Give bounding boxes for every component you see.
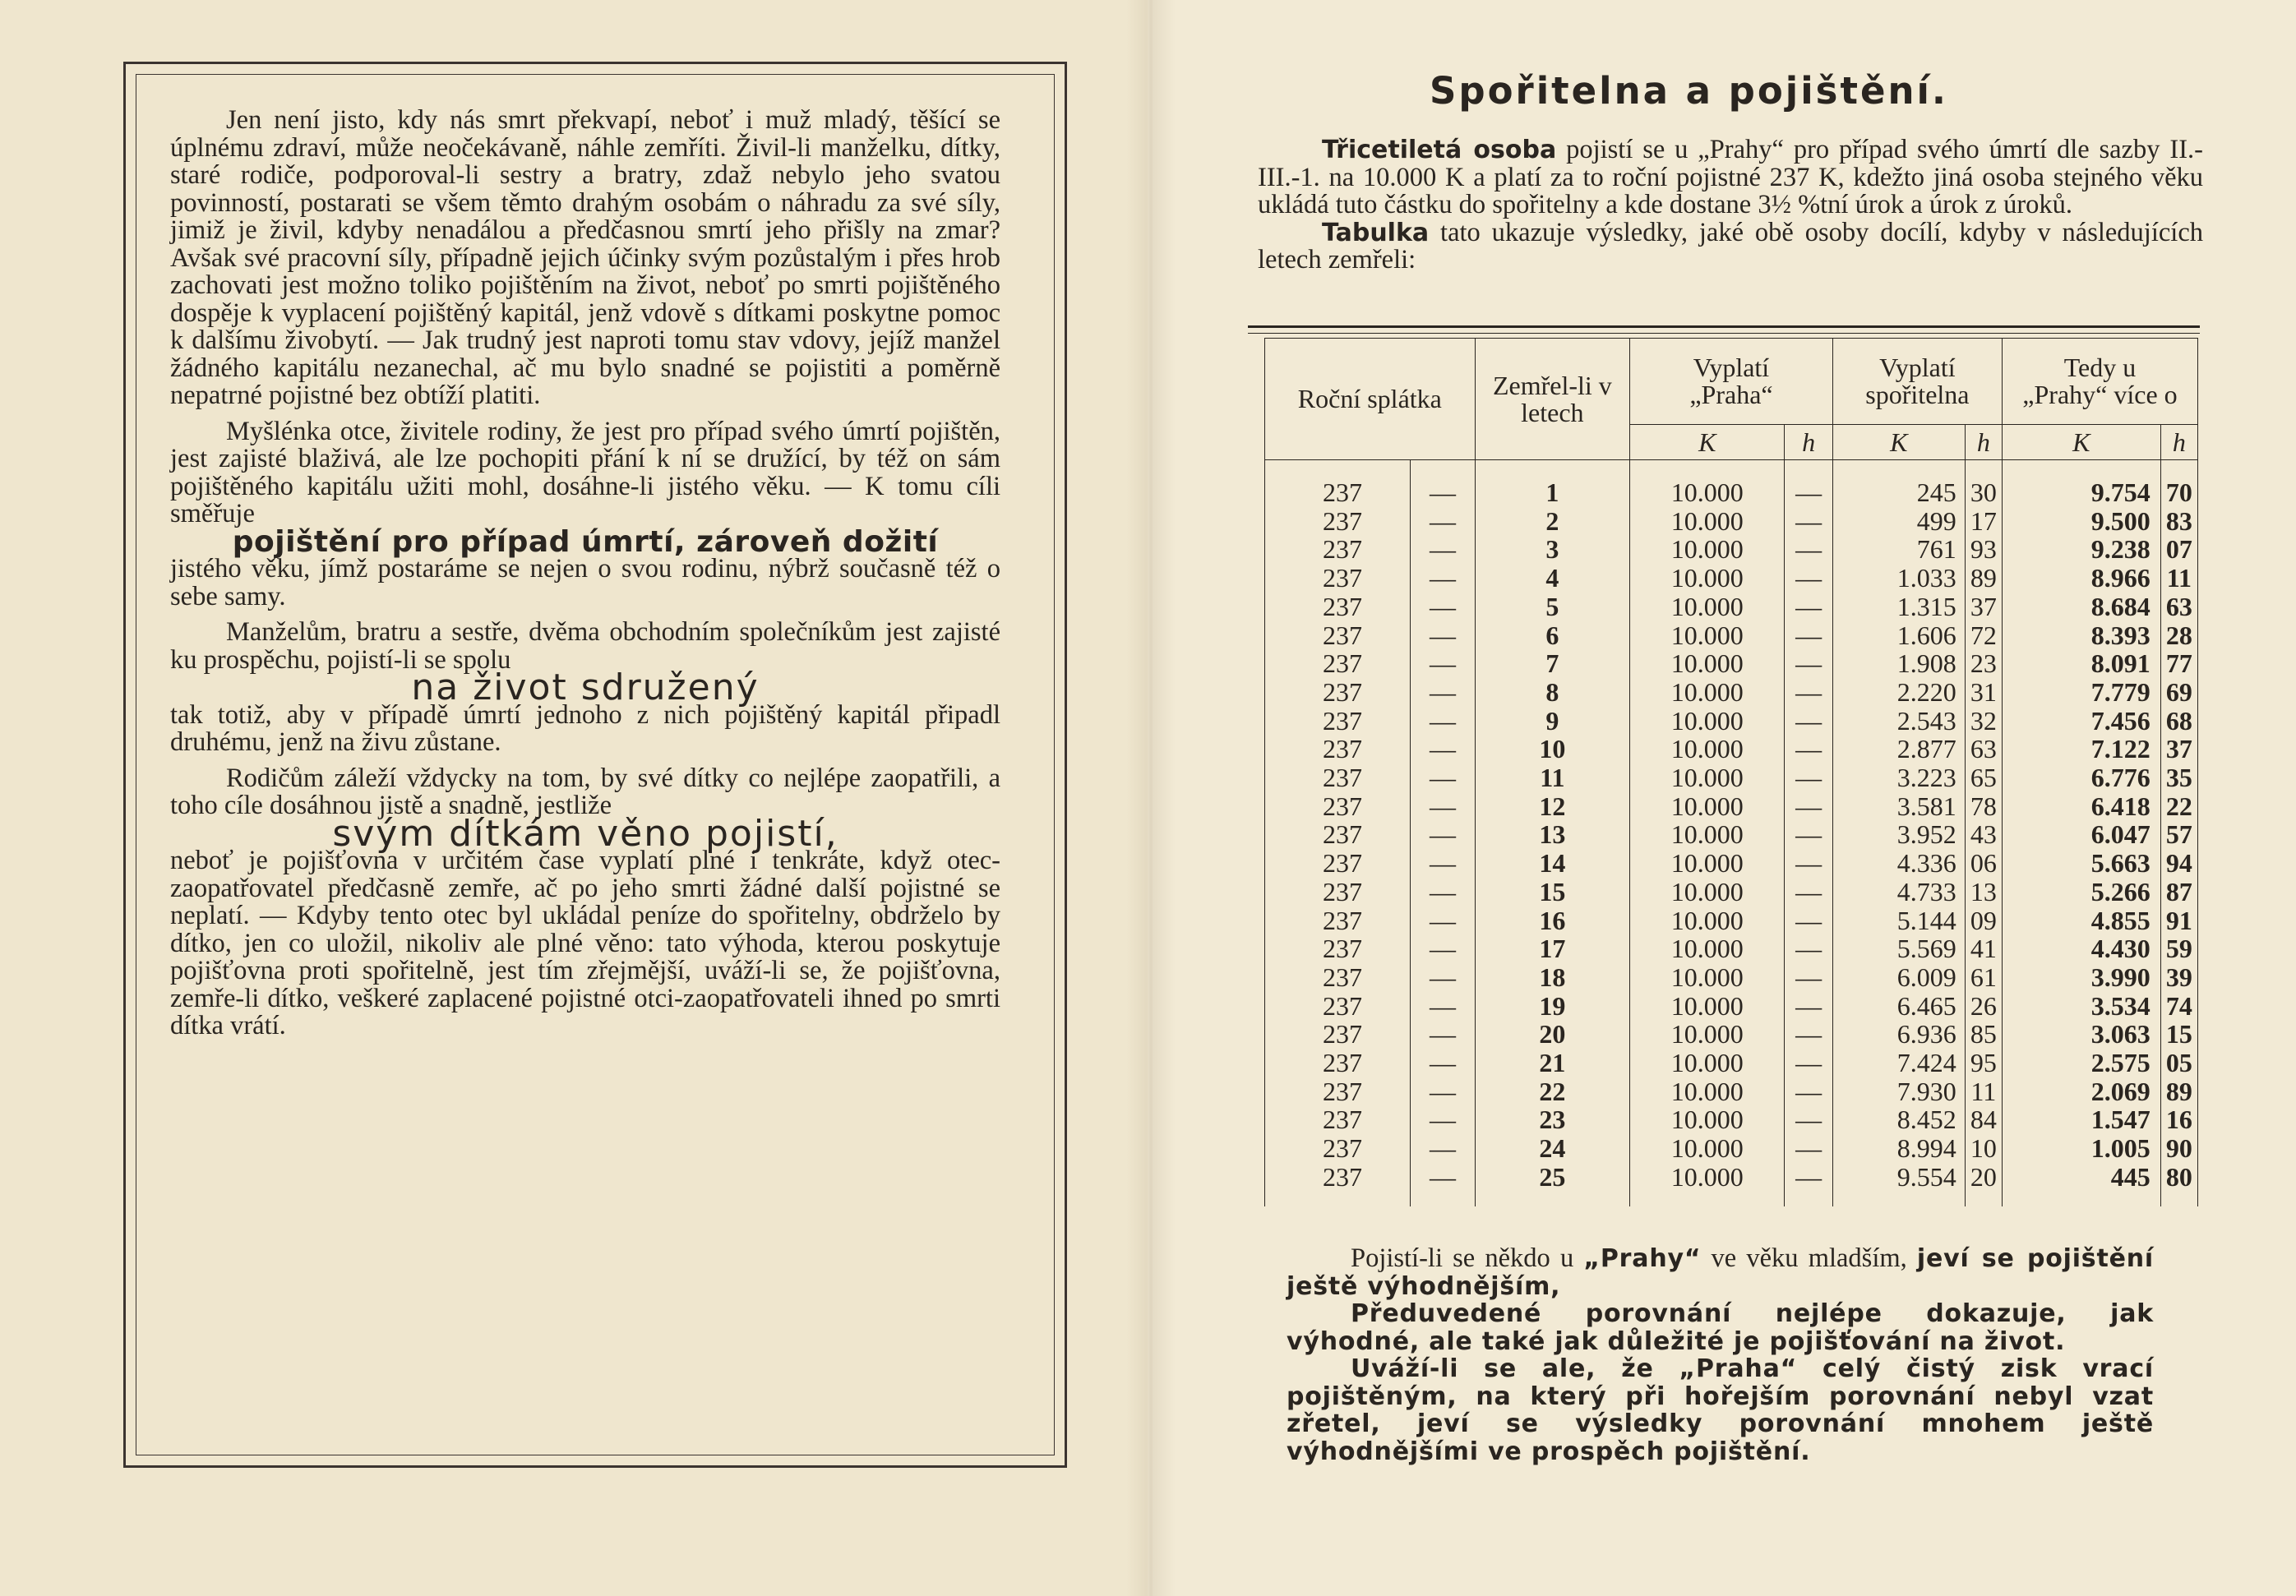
cell-vice-h: 91: [2160, 906, 2197, 935]
cell-sporitelna-k: 2.877: [1832, 735, 1965, 763]
cell-sporitelna-k: 3.952: [1832, 820, 1965, 849]
table-row: [1265, 792, 2198, 821]
cell-praha-k: 10.000: [1630, 678, 1785, 707]
cell-sporitelna-k: 6.936: [1832, 1020, 1965, 1049]
cell-vice-k: 8.393: [2002, 621, 2160, 650]
cell-sporitelna-k: 3.223: [1832, 763, 1965, 792]
cell-vice-h: 68: [2160, 707, 2197, 736]
cell-sporitelna-h: 26: [1965, 992, 2002, 1021]
cell-praha-k: 10.000: [1630, 621, 1785, 650]
cell-sporitelna-k: 2.220: [1832, 678, 1965, 707]
cell-vice-h: 80: [2160, 1163, 2197, 1206]
paragraph-1: Jen není jisto, kdy nás smrt překvapí, neboť i muž mladý, těšící se úplnému zdraví, může neočekávaně, náhle zemříti. Živil-li manželku, dítky, staré rodiče, podporoval-li sestry a bratry, zdaž nebylo jeho svatou povinností, postarati se všem těmto drahým osobám o náhradu za své síly, jimiž je živil, kdyby nenadálou a předčasnou smrtí jeho přišly na zmar? Avšak své pracovní síly, případně jejich účinky svým pozůstalým i přes hrob zachovati jest možno toliko pojištěním na život, neboť po smrti pojištěného dospěje k vyplacení pojištěný kapitál, jenž vdově s dítkami poskytne pomoc k dalšímu živobytí. — Jak trudný jest naproti tomu stav vdovy, jejíž manžel žádného kapitálu nezanechal, ač mu bylo snadné se pojistiti a poměrně nepatrné pojistné bez obtíží platiti.: [170, 105, 1000, 410]
cell-praha-h: —: [1785, 1163, 1832, 1206]
cell-year: 12: [1475, 792, 1629, 821]
cell-vice-k: 1.547: [2002, 1105, 2160, 1134]
cell-praha-k: 10.000: [1630, 1049, 1785, 1077]
cell-vice-h: 39: [2160, 963, 2197, 992]
cell-splatka: 237: [1265, 1134, 1411, 1163]
cell-praha-h: —: [1785, 1105, 1832, 1134]
header-vyplati-sporitelna: Vyplatí spořitelna: [1832, 339, 2002, 425]
cell-vice-k: 4.855: [2002, 906, 2160, 935]
paragraph-5: tak totiž, aby v případě úmrtí jednoho z nich pojištěný kapitál připadl druhému, jenž na živu zůstane.: [170, 699, 1000, 757]
cell-praha-h: —: [1785, 564, 1832, 593]
header-rocni-splatka: Roční splátka: [1265, 339, 1476, 460]
cell-vice-k: 7.456: [2002, 707, 2160, 736]
cell-sporitelna-h: 72: [1965, 621, 2002, 650]
comparison-table: [1264, 338, 2198, 1206]
header-vyplati-praha: Vyplatí „Praha“: [1630, 339, 1833, 425]
cell-vice-k: 5.663: [2002, 849, 2160, 878]
cell-sporitelna-k: 3.581: [1832, 792, 1965, 821]
cell-splatka: 237: [1265, 1105, 1411, 1134]
cell-vice-h: 37: [2160, 735, 2197, 763]
header-sporitelna-h: h: [1965, 425, 2002, 460]
table-row: [1265, 678, 2198, 707]
cell-vice-k: 1.005: [2002, 1134, 2160, 1163]
cell-praha-h: —: [1785, 963, 1832, 992]
cell-year: 19: [1475, 992, 1629, 1021]
cell-splatka: 237: [1265, 678, 1411, 707]
cell-praha-h: —: [1785, 763, 1832, 792]
cell-praha-k: 10.000: [1630, 963, 1785, 992]
cell-dash: —: [1411, 649, 1475, 678]
cell-sporitelna-k: 1.033: [1832, 564, 1965, 593]
cell-praha-h: —: [1785, 1077, 1832, 1106]
header-vice-h: h: [2160, 425, 2197, 460]
table-row: [1265, 1105, 2198, 1134]
page-title: Spořitelna a pojištění.: [1429, 69, 1949, 113]
cell-praha-h: —: [1785, 992, 1832, 1021]
cell-vice-h: 69: [2160, 678, 2197, 707]
heading-zivot-sdruzeny: na život sdružený: [411, 667, 760, 708]
cell-dash: —: [1411, 906, 1475, 935]
cell-vice-k: 8.091: [2002, 649, 2160, 678]
cell-praha-h: —: [1785, 820, 1832, 849]
header-vice-k: K: [2002, 425, 2160, 460]
cell-praha-h: —: [1785, 707, 1832, 736]
cell-praha-k: 10.000: [1630, 460, 1785, 507]
cell-vice-h: 57: [2160, 820, 2197, 849]
cell-vice-h: 16: [2160, 1105, 2197, 1134]
cell-praha-h: —: [1785, 1134, 1832, 1163]
cell-vice-k: 3.990: [2002, 963, 2160, 992]
cell-dash: —: [1411, 820, 1475, 849]
cell-praha-h: —: [1785, 934, 1832, 963]
paragraph-4: Manželům, bratru a sestře, dvěma obchodním společníkům jest zajisté ku prospěchu, pojistí-li se spolu: [170, 617, 1000, 675]
cell-dash: —: [1411, 763, 1475, 792]
cell-sporitelna-k: 245: [1832, 460, 1965, 507]
cell-sporitelna-k: 4.336: [1832, 849, 1965, 878]
cell-year: 22: [1475, 1077, 1629, 1106]
cell-sporitelna-h: 20: [1965, 1163, 2002, 1206]
cell-dash: —: [1411, 1163, 1475, 1206]
cell-praha-h: —: [1785, 1020, 1832, 1049]
cell-vice-h: 94: [2160, 849, 2197, 878]
cell-vice-k: 2.575: [2002, 1049, 2160, 1077]
cell-sporitelna-h: 32: [1965, 707, 2002, 736]
cell-sporitelna-h: 30: [1965, 460, 2002, 507]
cell-splatka: 237: [1265, 906, 1411, 935]
cell-year: 8: [1475, 678, 1629, 707]
cell-sporitelna-h: 09: [1965, 906, 2002, 935]
cell-year: 15: [1475, 878, 1629, 906]
cell-dash: —: [1411, 507, 1475, 536]
cell-dash: —: [1411, 963, 1475, 992]
cell-dash: —: [1411, 1105, 1475, 1134]
intro-2-rest: tato ukazuje výsledky, jaké obě osoby docílí, kdyby v následujících letech zemřeli:: [1258, 217, 2203, 274]
cell-dash: —: [1411, 992, 1475, 1021]
cell-sporitelna-h: 13: [1965, 878, 2002, 906]
cell-splatka: 237: [1265, 934, 1411, 963]
table-row: [1265, 1049, 2198, 1077]
cell-dash: —: [1411, 621, 1475, 650]
cell-praha-h: —: [1785, 878, 1832, 906]
cell-sporitelna-h: 11: [1965, 1077, 2002, 1106]
cell-dash: —: [1411, 1077, 1475, 1106]
cell-praha-k: 10.000: [1630, 992, 1785, 1021]
cell-splatka: 237: [1265, 963, 1411, 992]
cell-praha-h: —: [1785, 460, 1832, 507]
cell-sporitelna-h: 23: [1965, 649, 2002, 678]
cell-sporitelna-k: 6.009: [1832, 963, 1965, 992]
cell-splatka: 237: [1265, 763, 1411, 792]
cell-praha-k: 10.000: [1630, 763, 1785, 792]
cell-vice-k: 6.418: [2002, 792, 2160, 821]
cell-sporitelna-h: 85: [1965, 1020, 2002, 1049]
cell-year: 1: [1475, 460, 1629, 507]
cell-year: 9: [1475, 707, 1629, 736]
cell-sporitelna-k: 8.994: [1832, 1134, 1965, 1163]
cell-dash: —: [1411, 564, 1475, 593]
cell-sporitelna-h: 17: [1965, 507, 2002, 536]
outro-1-bold: jeví se pojištění ještě výhodnějším,: [1287, 1244, 2154, 1301]
cell-vice-h: 05: [2160, 1049, 2197, 1077]
cell-year: 21: [1475, 1049, 1629, 1077]
cell-praha-k: 10.000: [1630, 593, 1785, 621]
header-praha-k: K: [1630, 425, 1785, 460]
cell-praha-h: —: [1785, 593, 1832, 621]
cell-dash: —: [1411, 1134, 1475, 1163]
cell-splatka: 237: [1265, 621, 1411, 650]
paragraph-2: Myšlénka otce, živitele rodiny, že jest pro případ svého úmrtí pojištěn, jest zajisté blaživá, ale lze pochopiti přání k ní se družící, by též on sám pojištěného kapitálu užiti mohl, dosáhne-li jistého věku. — K tomu cíli směřuje: [170, 416, 1000, 528]
cell-sporitelna-h: 84: [1965, 1105, 2002, 1134]
intro-1-rest: pojistí se u „Prahy“ pro případ svého úmrtí dle sazby II.-III.-1. na 10.000 K a platí za to roční pojistné 237 K, kdežto jiná osoba stejného věku ukládá tuto částku do spořitelny a kde dostane 3½ %tní úrok a úrok z úroků.: [1258, 135, 2203, 219]
table-row: [1265, 460, 2198, 507]
cell-praha-k: 10.000: [1630, 507, 1785, 536]
cell-vice-k: 5.266: [2002, 878, 2160, 906]
cell-praha-k: 10.000: [1630, 564, 1785, 593]
cell-sporitelna-h: 37: [1965, 593, 2002, 621]
cell-praha-h: —: [1785, 678, 1832, 707]
cell-year: 25: [1475, 1163, 1629, 1206]
cell-year: 24: [1475, 1134, 1629, 1163]
header-zemrel: Zemřel-li v letech: [1475, 339, 1629, 460]
cell-vice-k: 9.500: [2002, 507, 2160, 536]
paragraph-3: jistého věku, jímž postaráme se nejen o svou rodinu, nýbrž současně též o sebe samy.: [170, 554, 1000, 611]
cell-sporitelna-h: 78: [1965, 792, 2002, 821]
left-page-frame: [123, 62, 1067, 1468]
cell-sporitelna-h: 89: [1965, 564, 2002, 593]
cell-sporitelna-k: 2.543: [1832, 707, 1965, 736]
cell-dash: —: [1411, 735, 1475, 763]
outro-1-plain: Pojistí-li se někdo u: [1351, 1243, 1584, 1273]
cell-sporitelna-k: 1.606: [1832, 621, 1965, 650]
cell-year: 18: [1475, 963, 1629, 992]
cell-vice-k: 3.063: [2002, 1020, 2160, 1049]
cell-vice-h: 59: [2160, 934, 2197, 963]
cell-sporitelna-h: 10: [1965, 1134, 2002, 1163]
cell-dash: —: [1411, 1020, 1475, 1049]
cell-year: 13: [1475, 820, 1629, 849]
cell-praha-k: 10.000: [1630, 849, 1785, 878]
header-vice-o: Tedy u „Prahy“ více o: [2002, 339, 2197, 425]
cell-sporitelna-h: 61: [1965, 963, 2002, 992]
cell-splatka: 237: [1265, 564, 1411, 593]
cell-praha-k: 10.000: [1630, 1163, 1785, 1206]
cell-splatka: 237: [1265, 820, 1411, 849]
cell-sporitelna-k: 9.554: [1832, 1163, 1965, 1206]
cell-splatka: 237: [1265, 535, 1411, 564]
heading-veno: svým dítkám věno pojistí,: [332, 812, 838, 855]
cell-vice-k: 7.122: [2002, 735, 2160, 763]
cell-splatka: 237: [1265, 1020, 1411, 1049]
cell-vice-h: 63: [2160, 593, 2197, 621]
cell-splatka: 237: [1265, 1049, 1411, 1077]
cell-vice-k: 8.684: [2002, 593, 2160, 621]
table-row: [1265, 707, 2198, 736]
right-conclusion: [1287, 1245, 2154, 1465]
cell-praha-h: —: [1785, 621, 1832, 650]
cell-sporitelna-k: 8.452: [1832, 1105, 1965, 1134]
table-row: [1265, 1020, 2198, 1049]
table-row: [1265, 535, 2198, 564]
cell-dash: —: [1411, 792, 1475, 821]
cell-sporitelna-h: 31: [1965, 678, 2002, 707]
cell-year: 17: [1475, 934, 1629, 963]
cell-splatka: 237: [1265, 849, 1411, 878]
cell-year: 11: [1475, 763, 1629, 792]
left-page-text: [170, 107, 1000, 1040]
cell-praha-k: 10.000: [1630, 535, 1785, 564]
cell-sporitelna-k: 7.424: [1832, 1049, 1965, 1077]
cell-vice-h: 28: [2160, 621, 2197, 650]
cell-splatka: 237: [1265, 1077, 1411, 1106]
cell-vice-k: 7.779: [2002, 678, 2160, 707]
cell-praha-k: 10.000: [1630, 934, 1785, 963]
heading-umrti-doziti: pojištění pro případ úmrtí, zároveň dožití: [232, 524, 939, 559]
intro-paragraph-1: [1258, 136, 2203, 219]
cell-praha-k: 10.000: [1630, 649, 1785, 678]
cell-sporitelna-h: 63: [1965, 735, 2002, 763]
cell-praha-k: 10.000: [1630, 1134, 1785, 1163]
cell-splatka: 237: [1265, 507, 1411, 536]
cell-praha-h: —: [1785, 735, 1832, 763]
cell-praha-k: 10.000: [1630, 1105, 1785, 1134]
cell-vice-k: 8.966: [2002, 564, 2160, 593]
outro-paragraph-2: Předuvedené porovnání nejlépe dokazuje, jak výhodné, ale také jak důležité je pojišťování na život.: [1287, 1299, 2154, 1356]
cell-vice-k: 6.776: [2002, 763, 2160, 792]
cell-sporitelna-h: 95: [1965, 1049, 2002, 1077]
cell-splatka: 237: [1265, 735, 1411, 763]
cell-praha-h: —: [1785, 849, 1832, 878]
cell-praha-k: 10.000: [1630, 906, 1785, 935]
cell-sporitelna-h: 06: [1965, 849, 2002, 878]
right-intro: [1258, 136, 2203, 274]
comparison-table-frame: [1248, 325, 2200, 1229]
cell-sporitelna-k: 7.930: [1832, 1077, 1965, 1106]
cell-vice-h: 77: [2160, 649, 2197, 678]
cell-sporitelna-h: 41: [1965, 934, 2002, 963]
cell-year: 4: [1475, 564, 1629, 593]
table-body: [1265, 460, 2198, 1206]
table-row: [1265, 963, 2198, 992]
cell-praha-k: 10.000: [1630, 735, 1785, 763]
table-row: [1265, 621, 2198, 650]
cell-praha-k: 10.000: [1630, 707, 1785, 736]
table-row: [1265, 820, 2198, 849]
cell-praha-k: 10.000: [1630, 1020, 1785, 1049]
table-row: [1265, 878, 2198, 906]
table-row: [1265, 1134, 2198, 1163]
table-row: [1265, 906, 2198, 935]
cell-year: 6: [1475, 621, 1629, 650]
table-row: [1265, 1163, 2198, 1206]
cell-praha-h: —: [1785, 1049, 1832, 1077]
cell-dash: —: [1411, 878, 1475, 906]
table-row: [1265, 735, 2198, 763]
cell-sporitelna-k: 5.569: [1832, 934, 1965, 963]
intro-paragraph-2: [1258, 219, 2203, 274]
outro-1-prahy: „Prahy“: [1583, 1244, 1702, 1273]
table-row: [1265, 564, 2198, 593]
cell-vice-h: 07: [2160, 535, 2197, 564]
cell-dash: —: [1411, 593, 1475, 621]
cell-splatka: 237: [1265, 878, 1411, 906]
cell-vice-k: 3.534: [2002, 992, 2160, 1021]
cell-dash: —: [1411, 849, 1475, 878]
cell-sporitelna-k: 1.315: [1832, 593, 1965, 621]
cell-vice-k: 4.430: [2002, 934, 2160, 963]
cell-vice-h: 74: [2160, 992, 2197, 1021]
cell-splatka: 237: [1265, 460, 1411, 507]
cell-praha-h: —: [1785, 649, 1832, 678]
cell-year: 20: [1475, 1020, 1629, 1049]
paragraph-6: Rodičům záleží vždycky na tom, by své dítky co nejlépe zaopatřili, a toho cíle dosáhnou jistě a snadně, jestliže: [170, 763, 1000, 820]
paragraph-7: neboť je pojišťovna v určitém čase vyplatí plné i tenkráte, když otec-zaopatřovatel předčasně zemře, ač po jeho smrti žádné další pojistné se neplatí. — Kdyby tento otec byl ukládal peníze do spořitelny, obdrželo by dítko, jen co uložil, nikoliv ale plné věno: tato výhoda, kterou poskytuje pojišťovna proti spořitelně, jest tím zřejmější, uváží-li se, že pojišťovna, zemře-li dítko, veškeré zaplacené pojistné otci-zaopatřovateli ihned po smrti dítka vrátí.: [170, 846, 1000, 1040]
cell-splatka: 237: [1265, 593, 1411, 621]
cell-splatka: 237: [1265, 992, 1411, 1021]
intro-1-lead: Třicetiletá osoba: [1322, 136, 1557, 164]
cell-vice-k: 6.047: [2002, 820, 2160, 849]
cell-splatka: 237: [1265, 792, 1411, 821]
cell-sporitelna-k: 4.733: [1832, 878, 1965, 906]
cell-year: 14: [1475, 849, 1629, 878]
cell-dash: —: [1411, 678, 1475, 707]
cell-sporitelna-h: 43: [1965, 820, 2002, 849]
cell-dash: —: [1411, 707, 1475, 736]
cell-vice-k: 9.754: [2002, 460, 2160, 507]
cell-dash: —: [1411, 460, 1475, 507]
cell-year: 3: [1475, 535, 1629, 564]
cell-praha-k: 10.000: [1630, 878, 1785, 906]
cell-year: 2: [1475, 507, 1629, 536]
cell-sporitelna-k: 499: [1832, 507, 1965, 536]
outro-1-mid: ve věku mladším,: [1701, 1243, 1917, 1273]
table-row: [1265, 507, 2198, 536]
table-row: [1265, 992, 2198, 1021]
cell-dash: —: [1411, 1049, 1475, 1077]
header-praha-h: h: [1785, 425, 1832, 460]
cell-sporitelna-k: 1.908: [1832, 649, 1965, 678]
table-row: [1265, 593, 2198, 621]
outro-paragraph-1: [1287, 1245, 2154, 1300]
cell-splatka: 237: [1265, 707, 1411, 736]
cell-vice-h: 70: [2160, 460, 2197, 507]
intro-2-lead: Tabulka: [1322, 218, 1430, 247]
cell-vice-h: 89: [2160, 1077, 2197, 1106]
cell-sporitelna-k: 5.144: [1832, 906, 1965, 935]
cell-praha-h: —: [1785, 535, 1832, 564]
cell-vice-h: 11: [2160, 564, 2197, 593]
cell-dash: —: [1411, 934, 1475, 963]
cell-vice-k: 9.238: [2002, 535, 2160, 564]
cell-vice-h: 22: [2160, 792, 2197, 821]
cell-vice-k: 445: [2002, 1163, 2160, 1206]
cell-vice-h: 87: [2160, 878, 2197, 906]
cell-year: 23: [1475, 1105, 1629, 1134]
cell-sporitelna-k: 6.465: [1832, 992, 1965, 1021]
cell-praha-h: —: [1785, 906, 1832, 935]
cell-vice-h: 35: [2160, 763, 2197, 792]
cell-praha-k: 10.000: [1630, 820, 1785, 849]
cell-vice-k: 2.069: [2002, 1077, 2160, 1106]
header-sporitelna-k: K: [1832, 425, 1965, 460]
cell-sporitelna-h: 65: [1965, 763, 2002, 792]
cell-year: 10: [1475, 735, 1629, 763]
cell-year: 7: [1475, 649, 1629, 678]
cell-sporitelna-h: 93: [1965, 535, 2002, 564]
cell-praha-h: —: [1785, 792, 1832, 821]
book-gutter: [1126, 0, 1176, 1596]
cell-praha-k: 10.000: [1630, 1077, 1785, 1106]
cell-splatka: 237: [1265, 649, 1411, 678]
cell-vice-h: 15: [2160, 1020, 2197, 1049]
table-row: [1265, 1077, 2198, 1106]
cell-splatka: 237: [1265, 1163, 1411, 1206]
table-row: [1265, 849, 2198, 878]
cell-praha-k: 10.000: [1630, 792, 1785, 821]
table-row: [1265, 763, 2198, 792]
table-row: [1265, 934, 2198, 963]
cell-praha-h: —: [1785, 507, 1832, 536]
table-row: [1265, 649, 2198, 678]
cell-year: 5: [1475, 593, 1629, 621]
cell-dash: —: [1411, 535, 1475, 564]
outro-paragraph-3: Uváží-li se ale, že „Praha“ celý čistý zisk vrací pojištěným, na který při hořejším porovnání nebyl vzat zřetel, jeví se výsledky porovnání mnohem ještě výhodnějšími ve prospěch pojištění.: [1287, 1354, 2154, 1466]
cell-sporitelna-k: 761: [1832, 535, 1965, 564]
cell-vice-h: 83: [2160, 507, 2197, 536]
cell-vice-h: 90: [2160, 1134, 2197, 1163]
cell-year: 16: [1475, 906, 1629, 935]
